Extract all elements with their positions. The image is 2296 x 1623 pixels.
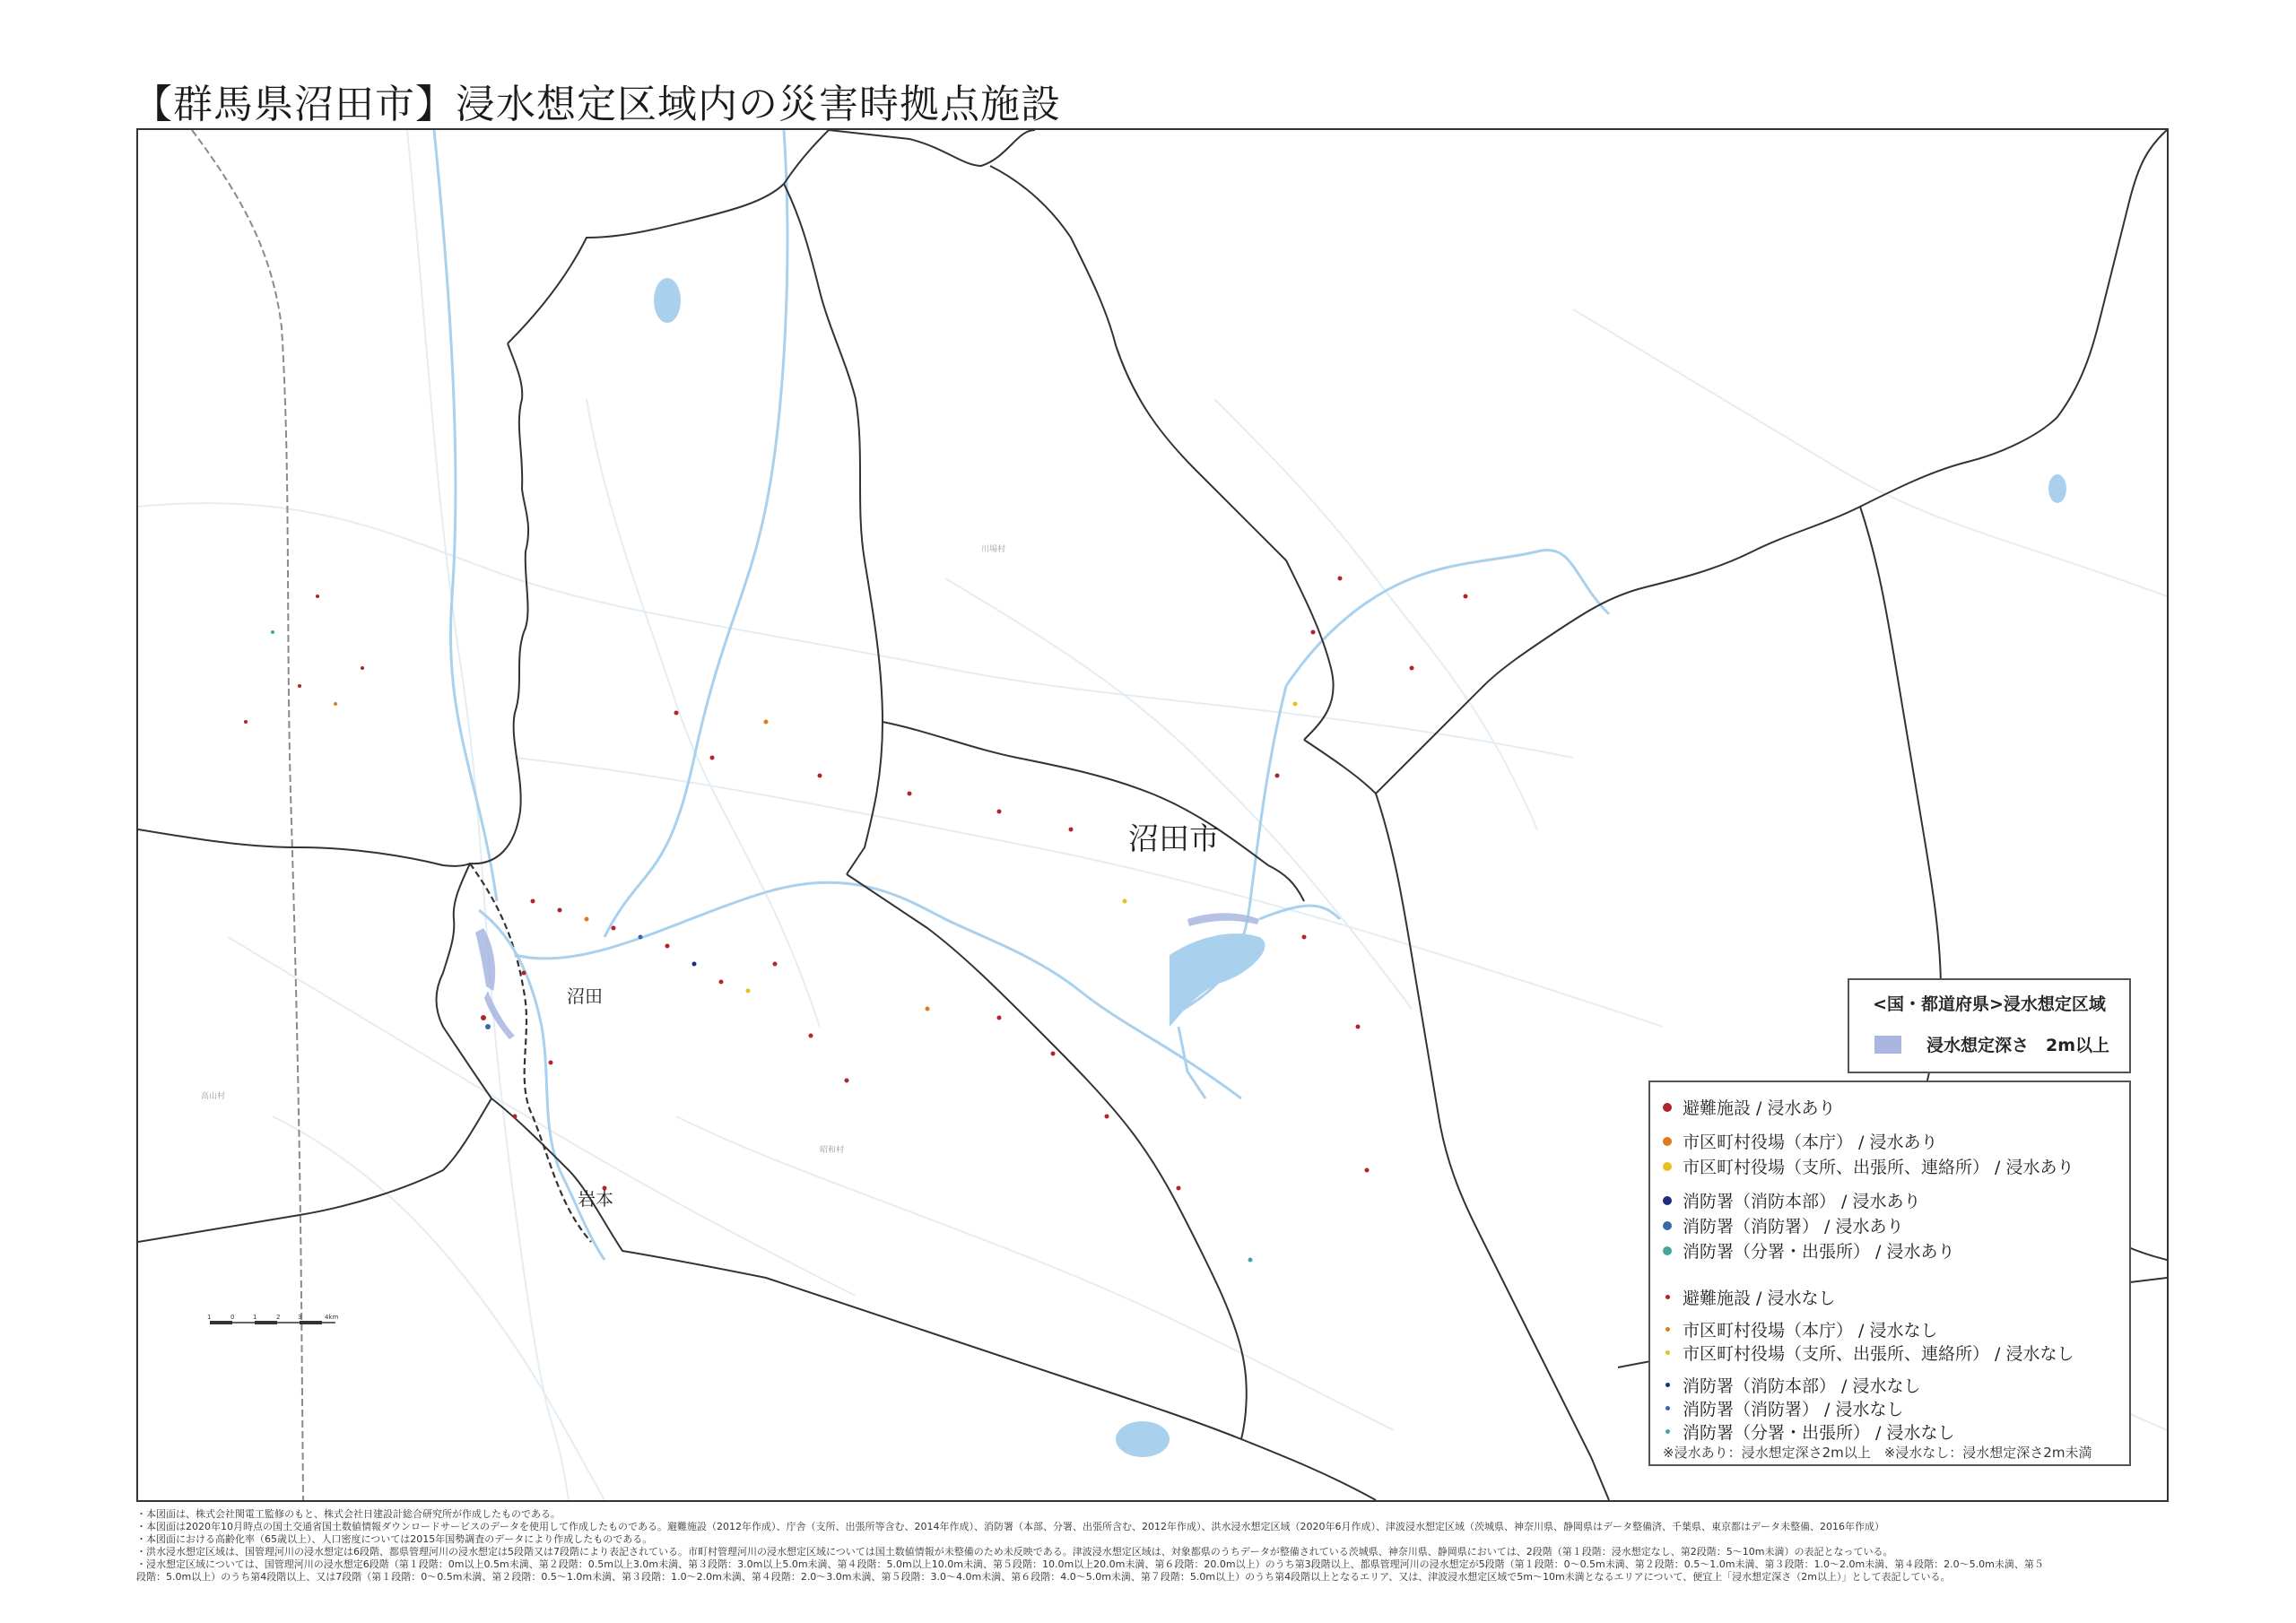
legend-marker	[1663, 1103, 1672, 1112]
footnote-line: ・浸水想定区域については、国管理河川の浸水想定6段階（第１段階：0m以上0.5m未満、第２段階：0.5m以上3.0m未満、第３段階：3.0m以上5.0m未満、第４段階：5.0m以上10.0m未満、第５段階：10.0m以上20.0m未満、第６段階：20.0m以上）のうち第3段階以上、都県管理河川の浸水想定が5段階（第１段階：0～0.5m未満、第２段階：0.5～1.0m未満、第３段階：1.0～2.0m未満、第４段階：2.0～5.0m未満、第５	[136, 1558, 2044, 1570]
legend-marker	[1663, 1137, 1672, 1146]
railway-line-2	[470, 864, 591, 1242]
legend-marker	[1663, 1162, 1672, 1171]
legend-marker	[1665, 1406, 1670, 1410]
legend-marker	[1663, 1246, 1672, 1255]
legend-item	[1663, 1396, 1903, 1420]
legend-marker	[1663, 1196, 1672, 1205]
legend-label: 市区町村役場（本庁） / 浸水あり	[1683, 1133, 1938, 1152]
legend-item	[1663, 1317, 1937, 1341]
scale-tick: 3	[298, 1314, 302, 1321]
legend-item	[1663, 1238, 1954, 1263]
page-title: 【群馬県沼田市】浸水想定区域内の災害時拠点施設	[133, 82, 1061, 127]
river-network	[434, 130, 1609, 1260]
footnote-line: ・洪水浸水想定区域は、国管理河川の浸水想定は6段階、都県管理河川の浸水想定は5段階又は7段階により表記されている。市町村管理河川の浸水想定区域については国土数値情報が未整備のため未反映である。津波浸水想定区域は、対象都県のうちデータが整備されている茨城県、神奈川県、静岡県においては、2段階（第１段階：浸水想定なし、第2段階：5～10m未満）の表記となっている。	[136, 1546, 1893, 1558]
zone-legend-title: <国・都道府県>浸水想定区域	[1873, 994, 2106, 1014]
scale-tick: 1	[253, 1314, 257, 1321]
legend-marker	[1665, 1350, 1670, 1355]
legend-label: 避難施設 / 浸水あり	[1683, 1098, 1836, 1118]
minor-label-showa: 昭和村	[820, 1146, 845, 1155]
legend-item	[1663, 1341, 2074, 1365]
legend-marker	[1665, 1327, 1670, 1332]
legend-label: 消防署（消防本部） / 浸水あり	[1683, 1192, 1921, 1211]
legend-item	[1663, 1129, 1937, 1153]
flood-depth-swatch	[1874, 1036, 1901, 1054]
legend-item	[1663, 1154, 2074, 1178]
place-label-numata: 沼田	[567, 985, 603, 1007]
railway-line	[192, 130, 303, 1500]
minor-label-takayama: 高山村	[201, 1092, 226, 1101]
scale-tick: 1	[207, 1314, 212, 1321]
map-canvas[interactable]	[136, 128, 2169, 1502]
legend-marker	[1665, 1429, 1670, 1434]
legend-label: 消防署（分署・出張所） / 浸水なし	[1683, 1423, 1955, 1443]
zone-legend-row-label: 浸水想定深さ 2m以上	[1926, 1036, 2110, 1055]
legend-item	[1663, 1213, 1903, 1237]
city-label-numata: 沼田市	[1128, 821, 1220, 857]
legend-marker	[1665, 1383, 1670, 1387]
flood-zone-area	[475, 913, 1259, 1039]
legend-item	[1663, 1188, 1920, 1212]
legend-item	[1663, 1285, 1835, 1309]
legend-label: 消防署（分署・出張所） / 浸水あり	[1683, 1242, 1955, 1262]
footnote-line: ・本図面は、株式会社関電工監修のもと、株式会社日建設計総合研究所が作成したものである。	[136, 1508, 561, 1520]
facility-legend	[1648, 1081, 2131, 1466]
footnotes	[136, 1508, 2165, 1584]
legend-item	[1663, 1419, 1954, 1444]
legend-label: 市区町村役場（支所、出張所、連絡所） / 浸水なし	[1683, 1344, 2074, 1364]
legend-label: 消防署（消防署） / 浸水あり	[1683, 1217, 1904, 1237]
scale-tick: 2	[276, 1314, 281, 1321]
zone-legend-row	[1874, 1032, 2109, 1056]
flood-zone-legend	[1848, 978, 2131, 1073]
scale-tick: 0	[230, 1314, 235, 1321]
footnote-line: ・本図面は2020年10月時点の国土交通省国土数値情報ダウンロードサービスのデータを使用して作成したものである。避難施設（2012年作成）、庁舎（支所、出張所等含む、2014年作成）、消防署（本部、分署、出張所含む、2012年作成）、洪水浸水想定区域（2020年6月作成）、津波浸水想定区域（茨城県、神奈川県、静岡県はデータ整備済、千葉県、東京都はデータ未整備、2016年作成）	[136, 1521, 1884, 1532]
scale-tick: 4km	[325, 1314, 339, 1321]
legend-marker	[1663, 1221, 1672, 1230]
footnote-line: ・本図面における高齢化率（65歳以上）、人口密度については2015年国勢調査のデータにより作成したものである。	[136, 1533, 653, 1545]
legend-label: 消防署（消防署） / 浸水なし	[1683, 1400, 1904, 1419]
legend-item	[1663, 1373, 1920, 1397]
legend-label: 避難施設 / 浸水なし	[1683, 1289, 1836, 1308]
legend-note: ※浸水あり：浸水想定深さ2m以上 ※浸水なし：浸水想定深さ2m未満	[1663, 1445, 2092, 1461]
legend-item	[1663, 1095, 1835, 1119]
legend-marker	[1665, 1295, 1670, 1299]
minor-label-kawaba: 川場村	[981, 545, 1006, 554]
footnote-line: 段階：5.0m以上）のうち第4段階以上、又は7段階（第１段階：0～0.5m未満、第２段階：0.5～1.0m未満、第３段階：1.0～2.0m未満、第４段階：2.0～3.0m未満、第５段階：3.0～4.0m未満、第６段階：4.0～5.0m未満、第７段階：5.0m以上）のうち第4段階以上となるエリア、又は、津波浸水想定区域で5m～10m未満となるエリアについて、便宜上「浸水想定深さ（2m以上）」として表記している。	[136, 1571, 1951, 1583]
legend-label: 市区町村役場（本庁） / 浸水なし	[1683, 1321, 1938, 1341]
legend-label: 消防署（消防本部） / 浸水なし	[1683, 1376, 1921, 1396]
place-label-iwamoto: 岩本	[578, 1188, 613, 1210]
facility-points	[244, 577, 1468, 1263]
legend-label: 市区町村役場（支所、出張所、連絡所） / 浸水あり	[1683, 1158, 2074, 1177]
